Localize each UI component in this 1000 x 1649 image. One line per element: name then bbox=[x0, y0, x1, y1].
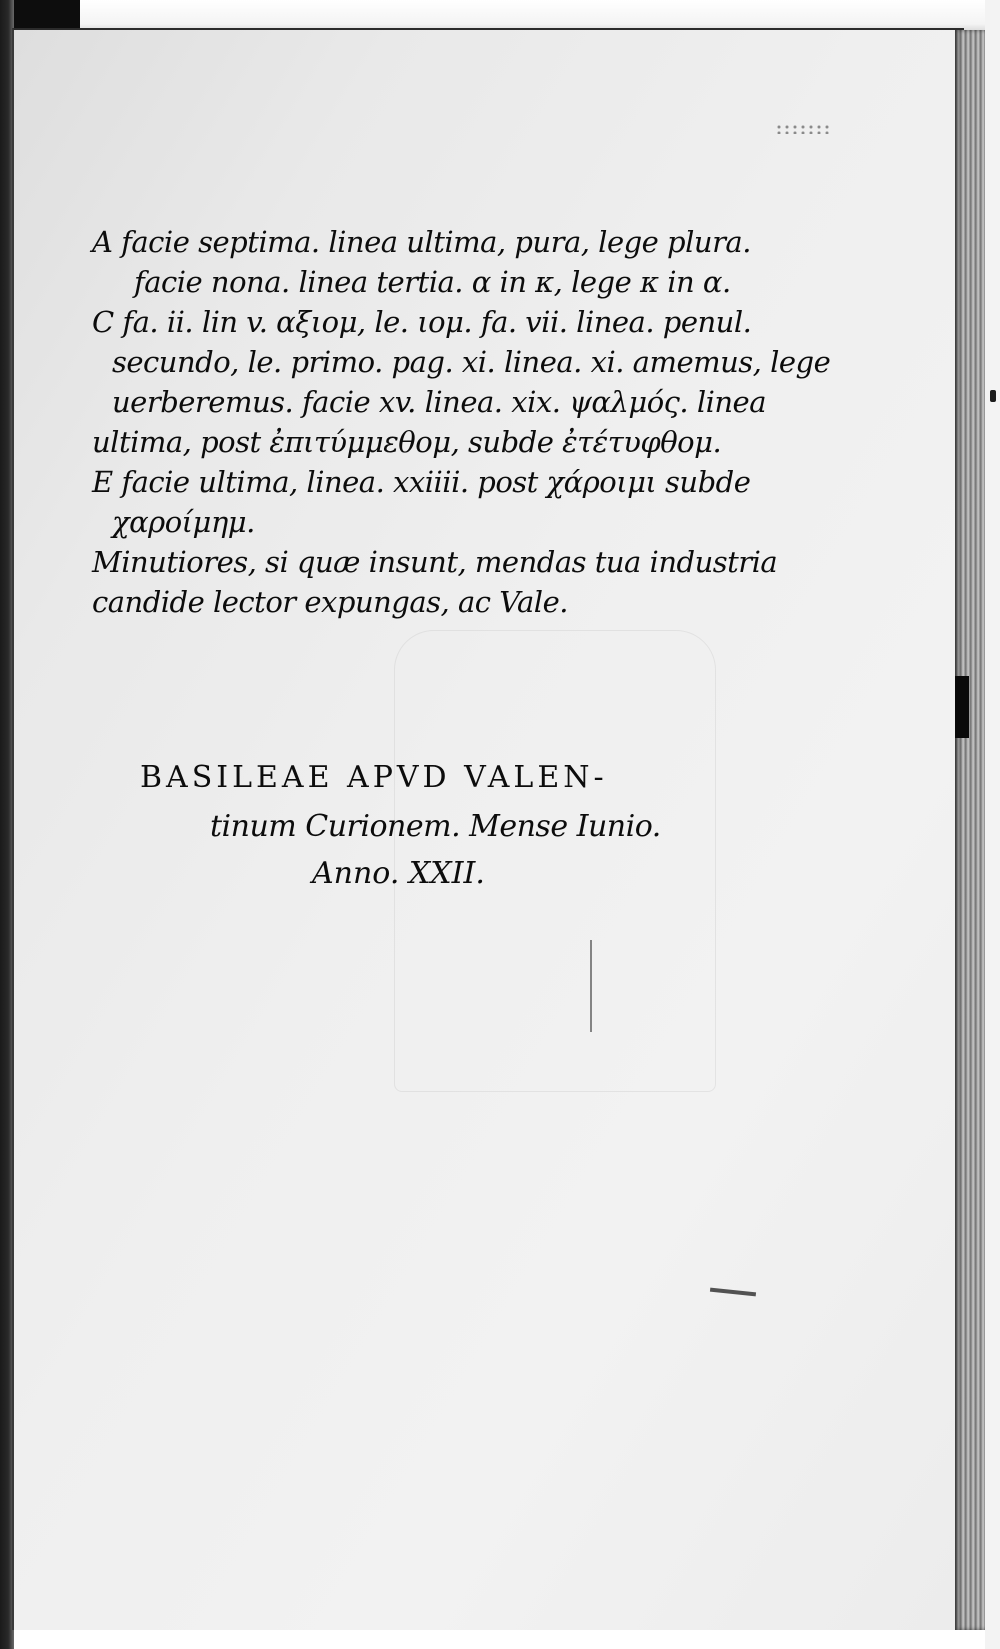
errata-text bbox=[92, 222, 831, 622]
stray-ink-mark bbox=[590, 940, 592, 1032]
errata-line: χαροίμημ. bbox=[112, 505, 255, 539]
colophon-line-3: Anno. XXII. bbox=[312, 856, 485, 891]
page-edge-speck bbox=[990, 390, 996, 402]
errata-line: candide lector expungas, ac Vale. bbox=[92, 585, 568, 619]
errata-line: E facie ultima, linea. xxiiii. post χάροιμι subde bbox=[92, 465, 751, 499]
scan-right-margin bbox=[985, 0, 1000, 1649]
colophon-line-1: BASILEAE APVD VALEN- bbox=[140, 760, 608, 795]
page-edge-marker bbox=[955, 676, 969, 738]
colophon bbox=[140, 760, 700, 891]
page-stack-edge bbox=[955, 30, 985, 1630]
ink-speckle bbox=[775, 124, 833, 134]
errata-line: secundo, le. primo. pag. xi. linea. xi. amemus, lege bbox=[112, 345, 831, 379]
errata-line: C fa. ii. lin v. αξιομ, le. ιομ. fa. vii. linea. penul. bbox=[92, 305, 752, 339]
errata-line: uerberemus. facie xv. linea. xix. ψαλμός. linea bbox=[112, 385, 767, 419]
errata-line: ultima, post ἐπιτύμμεθομ, subde ἐτέτυφθομ. bbox=[92, 425, 722, 459]
errata-line: facie nona. linea tertia. α in κ, lege κ in α. bbox=[134, 265, 731, 299]
colophon-line-2: tinum Curionem. Mense Iunio. bbox=[210, 809, 661, 844]
errata-line: A facie septima. linea ultima, pura, lege plura. bbox=[92, 225, 751, 259]
errata-line: Minutiores, si quæ insunt, mendas tua industria bbox=[92, 545, 778, 579]
